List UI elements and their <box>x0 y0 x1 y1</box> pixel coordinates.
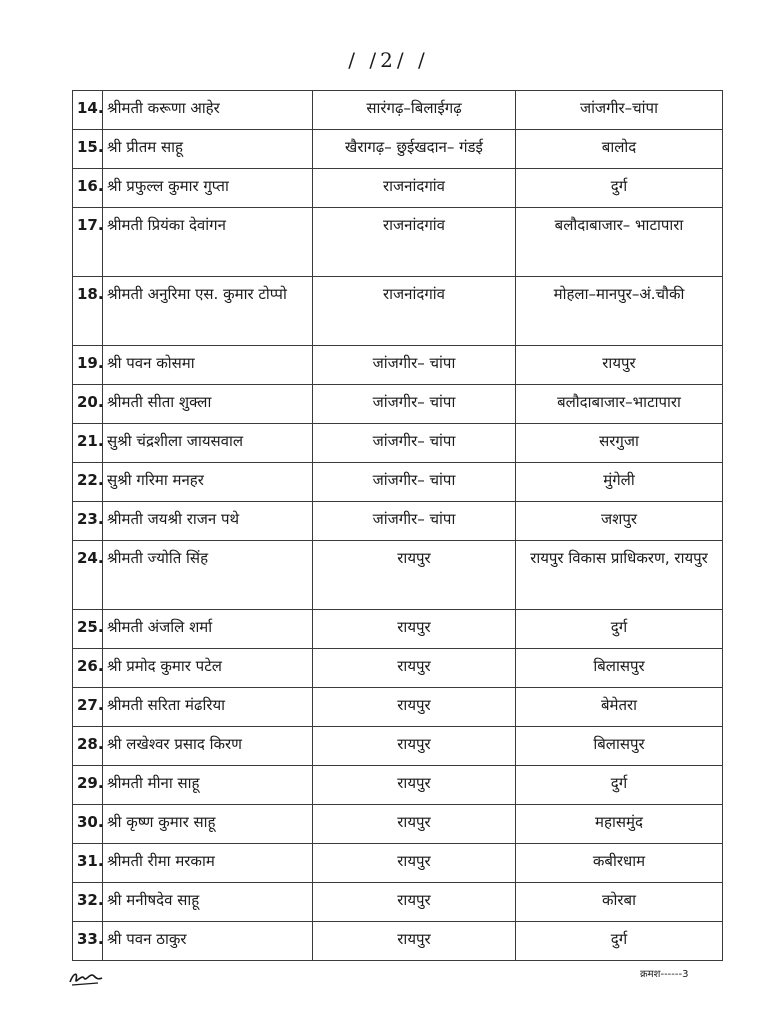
continued-marker: क्रमश------3 <box>640 969 689 980</box>
table-row <box>73 805 723 844</box>
serial-number-cell: 17. <box>73 208 103 277</box>
posted-to-cell: बलौदाबाजार–भाटापारा <box>516 385 723 424</box>
serial-number-cell: 29. <box>73 766 103 805</box>
serial-number-cell: 21. <box>73 424 103 463</box>
table-row <box>73 844 723 883</box>
serial-number-cell: 20. <box>73 385 103 424</box>
table-row <box>73 346 723 385</box>
posted-from-cell: सारंगढ़–बिलाईगढ़ <box>313 91 516 130</box>
officer-name-cell: श्री प्रमोद कुमार पटेल <box>103 649 313 688</box>
officer-name-cell: श्रीमती करूणा आहेर <box>103 91 313 130</box>
table-row <box>73 385 723 424</box>
posted-to-cell: बलौदाबाजार– भाटापारा <box>516 208 723 277</box>
serial-number-cell: 14. <box>73 91 103 130</box>
posted-to-cell: बालोद <box>516 130 723 169</box>
posted-to-cell: मोहला–मानपुर–अं.चौकी <box>516 277 723 346</box>
serial-number-cell: 27. <box>73 688 103 727</box>
table-row <box>73 169 723 208</box>
officer-name-cell: श्रीमती सीता शुक्ला <box>103 385 313 424</box>
officer-name-cell: श्रीमती प्रियंका देवांगन <box>103 208 313 277</box>
serial-number-cell: 19. <box>73 346 103 385</box>
serial-number-cell: 32. <box>73 883 103 922</box>
officer-name-cell: श्रीमती सरिता मंढरिया <box>103 688 313 727</box>
signature-icon <box>68 966 104 988</box>
posted-from-cell: राजनांदगांव <box>313 208 516 277</box>
posted-to-cell: बेमेतरा <box>516 688 723 727</box>
officer-name-cell: श्री पवन ठाकुर <box>103 922 313 961</box>
table-row <box>73 688 723 727</box>
posted-to-cell: बिलासपुर <box>516 727 723 766</box>
posted-to-cell: कोरबा <box>516 883 723 922</box>
officer-name-cell: श्रीमती मीना साहू <box>103 766 313 805</box>
table-row <box>73 208 723 277</box>
officer-name-cell: श्रीमती जयश्री राजन पथे <box>103 502 313 541</box>
serial-number-cell: 26. <box>73 649 103 688</box>
posted-from-cell: खैरागढ़– छुईखदान– गंडई <box>313 130 516 169</box>
serial-number-cell: 16. <box>73 169 103 208</box>
officer-name-cell: श्री प्रीतम साहू <box>103 130 313 169</box>
posted-from-cell: रायपुर <box>313 649 516 688</box>
posted-to-cell: रायपुर <box>516 346 723 385</box>
serial-number-cell: 25. <box>73 610 103 649</box>
posted-from-cell: जांजगीर– चांपा <box>313 385 516 424</box>
posted-to-cell: जशपुर <box>516 502 723 541</box>
posted-to-cell: बिलासपुर <box>516 649 723 688</box>
table-row <box>73 766 723 805</box>
officer-name-cell: श्री पवन कोसमा <box>103 346 313 385</box>
table-row <box>73 91 723 130</box>
posted-to-cell: मुंगेली <box>516 463 723 502</box>
posted-to-cell: जांजगीर–चांपा <box>516 91 723 130</box>
officer-name-cell: सुश्री गरिमा मनहर <box>103 463 313 502</box>
table-row <box>73 424 723 463</box>
serial-number-cell: 23. <box>73 502 103 541</box>
posted-to-cell: महासमुंद <box>516 805 723 844</box>
serial-number-cell: 31. <box>73 844 103 883</box>
officer-name-cell: श्रीमती अनुरिमा एस. कुमार टोप्पो <box>103 277 313 346</box>
posted-to-cell: दुर्ग <box>516 610 723 649</box>
posted-to-cell: दुर्ग <box>516 922 723 961</box>
officer-name-cell: श्री कृष्ण कुमार साहू <box>103 805 313 844</box>
table-row <box>73 883 723 922</box>
posted-from-cell: जांजगीर– चांपा <box>313 346 516 385</box>
table-row <box>73 649 723 688</box>
posted-from-cell: राजनांदगांव <box>313 277 516 346</box>
posted-from-cell: जांजगीर– चांपा <box>313 463 516 502</box>
posted-from-cell: जांजगीर– चांपा <box>313 424 516 463</box>
page-number: / /2/ / <box>348 48 429 72</box>
officer-name-cell: श्रीमती अंजलि शर्मा <box>103 610 313 649</box>
posted-to-cell: दुर्ग <box>516 766 723 805</box>
table-row <box>73 610 723 649</box>
officer-name-cell: श्री प्रफुल्ल कुमार गुप्ता <box>103 169 313 208</box>
serial-number-cell: 15. <box>73 130 103 169</box>
officer-name-cell: श्रीमती रीमा मरकाम <box>103 844 313 883</box>
posted-from-cell: रायपुर <box>313 610 516 649</box>
posted-to-cell: कबीरधाम <box>516 844 723 883</box>
posted-to-cell: रायपुर विकास प्राधिकरण, रायपुर <box>516 541 723 610</box>
posted-from-cell: जांजगीर– चांपा <box>313 502 516 541</box>
posted-from-cell: रायपुर <box>313 922 516 961</box>
posted-from-cell: रायपुर <box>313 727 516 766</box>
officer-name-cell: श्री मनीषदेव साहू <box>103 883 313 922</box>
serial-number-cell: 18. <box>73 277 103 346</box>
serial-number-cell: 30. <box>73 805 103 844</box>
serial-number-cell: 33. <box>73 922 103 961</box>
table-row <box>73 541 723 610</box>
table-row <box>73 463 723 502</box>
officer-name-cell: सुश्री चंद्रशीला जायसवाल <box>103 424 313 463</box>
table-row <box>73 130 723 169</box>
posted-from-cell: रायपुर <box>313 805 516 844</box>
officer-name-cell: श्रीमती ज्योति सिंह <box>103 541 313 610</box>
table-row <box>73 727 723 766</box>
serial-number-cell: 28. <box>73 727 103 766</box>
serial-number-cell: 24. <box>73 541 103 610</box>
table-row <box>73 277 723 346</box>
posted-from-cell: रायपुर <box>313 883 516 922</box>
posted-from-cell: रायपुर <box>313 688 516 727</box>
transfer-table-body <box>73 91 723 961</box>
posted-from-cell: रायपुर <box>313 766 516 805</box>
transfer-table <box>72 90 723 961</box>
posted-to-cell: सरगुजा <box>516 424 723 463</box>
table-row <box>73 922 723 961</box>
officer-name-cell: श्री लखेश्वर प्रसाद किरण <box>103 727 313 766</box>
posted-from-cell: राजनांदगांव <box>313 169 516 208</box>
serial-number-cell: 22. <box>73 463 103 502</box>
posted-from-cell: रायपुर <box>313 541 516 610</box>
posted-from-cell: रायपुर <box>313 844 516 883</box>
table-row <box>73 502 723 541</box>
posted-to-cell: दुर्ग <box>516 169 723 208</box>
